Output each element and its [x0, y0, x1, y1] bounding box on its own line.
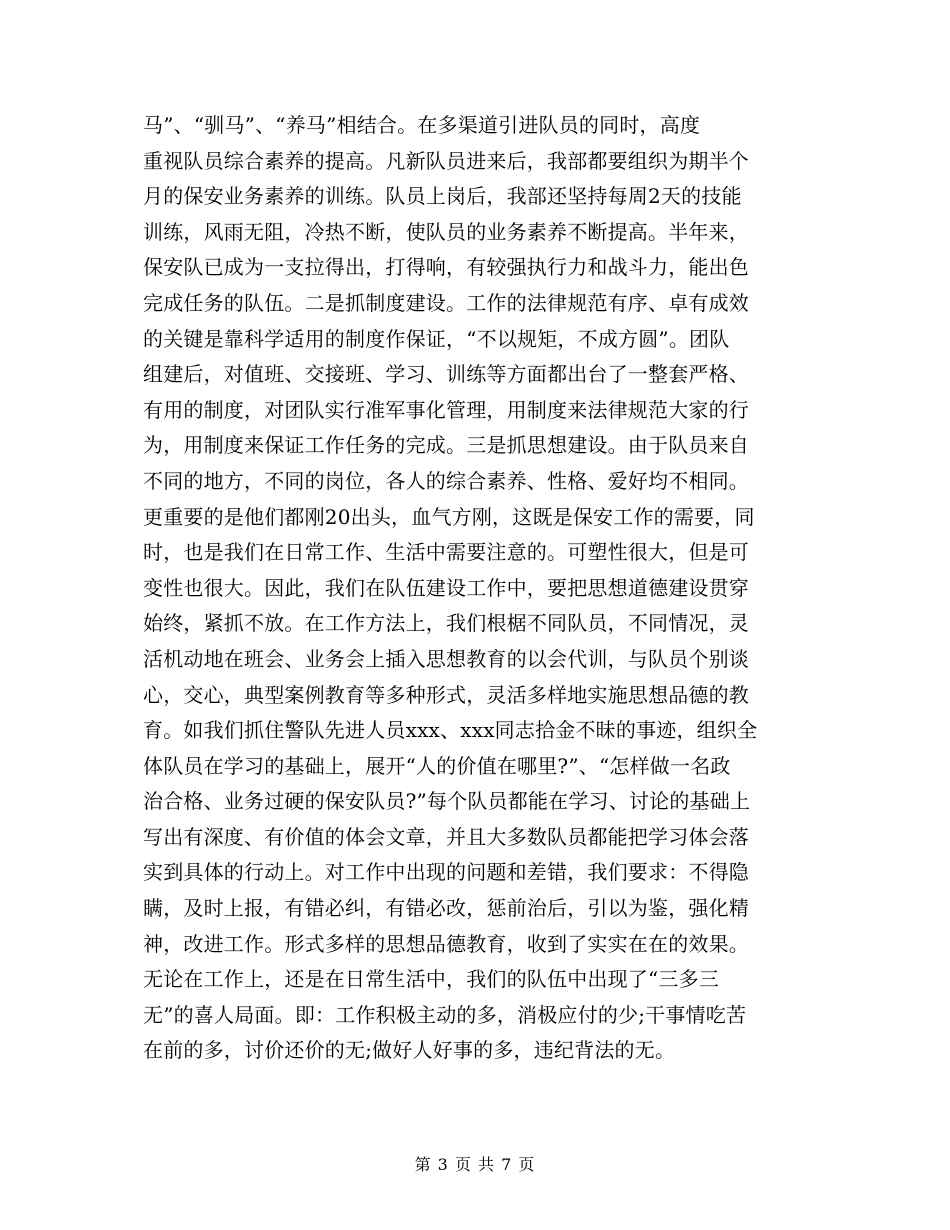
text-line: 体队员在学习的基础上，展开“人的价值在哪里?”、“怎样做一名政 — [143, 753, 731, 778]
text-line: 有用的制度，对团队实行准军事化管理，用制度来法律规范大家的行 — [143, 397, 749, 422]
page-number-label: 第 3 页 共 7 页 — [414, 1155, 536, 1174]
text-line: 马”、“驯马”、“养马”相结合。在多渠道引进队员的同时，高度 — [143, 113, 701, 137]
text-line: 育。如我们抓住警队先进人员xxx、xxx同志拾金不昧的事迹，组织全 — [143, 718, 758, 743]
text-line: 更重要的是他们都刚20出头，血气方刚，这既是保安工作的需要，同 — [143, 504, 755, 529]
text-line: 为，用制度来保证工作任务的完成。三是抓思想建设。由于队员来自 — [143, 433, 749, 458]
text-line: 实到具体的行动上。对工作中出现的问题和差错，我们要求：不得隐 — [143, 860, 749, 885]
text-line: 月的保安业务素养的训练。队员上岗后，我部还坚持每周2天的技能 — [143, 184, 742, 209]
text-line: 治合格、业务过硬的保安队员?”每个队员都能在学习、讨论的基础上 — [143, 789, 751, 814]
text-line: 的关键是靠科学适用的制度作保证，“不以规矩，不成方圆”。团队 — [143, 326, 730, 351]
text-line: 心，交心，典型案例教育等多种形式，灵活多样地实施思想品德的教 — [143, 682, 749, 707]
text-line: 无论在工作上，还是在日常生活中，我们的队伍中出现了“三多三 — [143, 967, 720, 992]
text-line: 变性也很大。因此，我们在队伍建设工作中，要把思想道德建设贯穿 — [143, 575, 749, 600]
text-line: 不同的地方，不同的岗位，各人的综合素养、性格、爱好均不相同。 — [143, 468, 749, 493]
text-line: 瞒，及时上报，有错必纠，有错必改，惩前治后，引以为鉴，强化精 — [143, 896, 749, 921]
text-line: 组建后，对值班、交接班、学习、训练等方面都出台了一整套严格、 — [143, 362, 749, 387]
text-line: 无”的喜人局面。即：工作积极主动的多，消极应付的少;干事情吃苦 — [143, 1002, 747, 1027]
text-line: 完成任务的队伍。二是抓制度建设。工作的法律规范有序、卓有成效 — [143, 290, 749, 315]
text-line: 时，也是我们在日常工作、生活中需要注意的。可塑性很大，但是可 — [143, 540, 749, 565]
text-line: 写出有深度、有价值的体会文章，并且大多数队员都能把学习体会落 — [143, 824, 749, 849]
text-line: 保安队已成为一支拉得出，打得响，有较强执行力和战斗力，能出色 — [143, 255, 749, 280]
text-line: 重视队员综合素养的提高。凡新队员进来后，我部都要组织为期半个 — [143, 148, 749, 173]
page-footer — [0, 1152, 950, 1175]
text-line: 始终，紧抓不放。在工作方法上，我们根椐不同队员，不同情况，灵 — [143, 611, 749, 636]
text-line: 神，改进工作。形式多样的思想品德教育，收到了实实在在的效果。 — [143, 931, 749, 956]
body-paragraph — [143, 108, 803, 1069]
text-line: 在前的多，讨价还价的无;做好人好事的多，违纪背法的无。 — [143, 1038, 676, 1063]
text-line: 训练，风雨无阻，冷热不断，使队员的业务素养不断提高。半年来， — [143, 219, 749, 244]
text-line: 活机动地在班会、业务会上插入思想教育的以会代训，与队员个别谈 — [143, 646, 749, 671]
